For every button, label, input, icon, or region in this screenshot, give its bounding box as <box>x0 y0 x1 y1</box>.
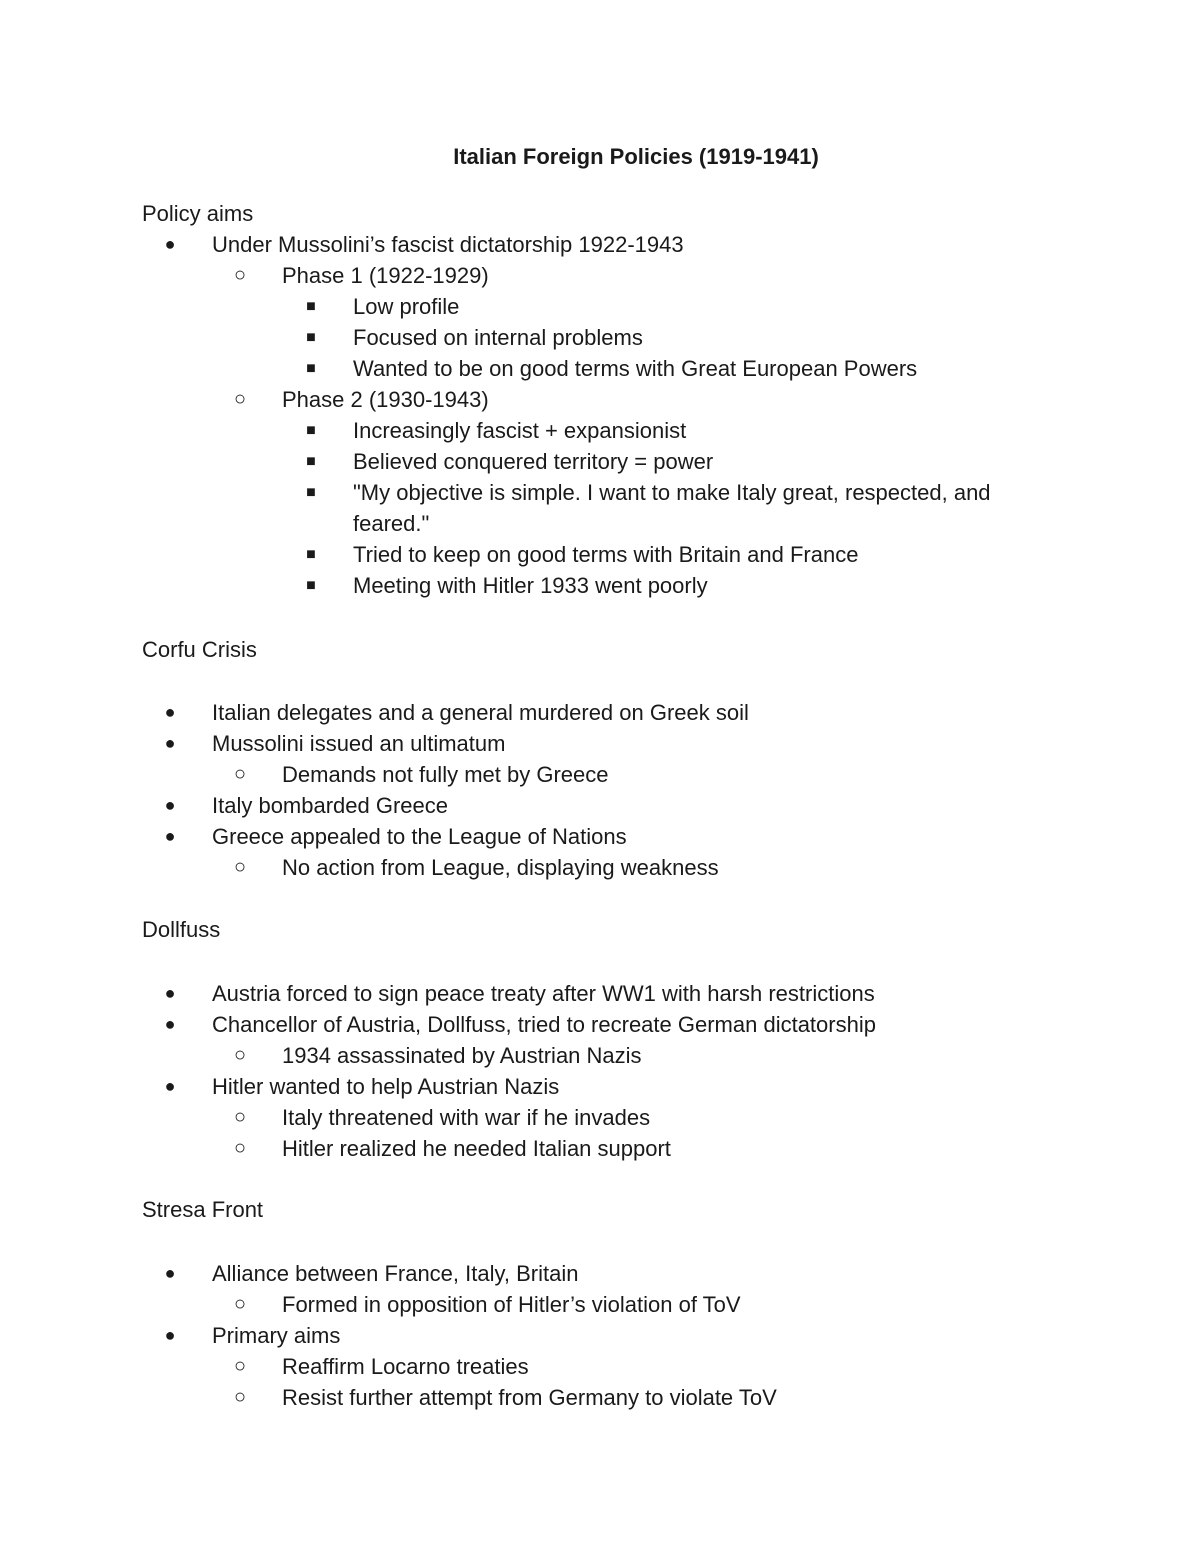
bullet-dot-icon: ● <box>164 1325 176 1345</box>
list-item: ● Under Mussolini’s fascist dictatorship 1922-1943 <box>212 229 684 260</box>
bullet-circle-icon: ○ <box>233 1293 247 1315</box>
list-item: ■ Low profile <box>353 291 459 322</box>
section-heading-stresa-front: Stresa Front <box>142 1197 264 1222</box>
bullet-square-icon: ■ <box>306 298 316 315</box>
list-item: ● Primary aims <box>212 1320 340 1351</box>
list-item: ■ Believed conquered territory = power <box>353 446 713 477</box>
document-title: Italian Foreign Policies (1919-1941) <box>453 144 819 169</box>
bullet-square-icon: ■ <box>306 360 316 377</box>
bullet-dot-icon: ● <box>164 983 176 1003</box>
bullet-dot-icon: ● <box>164 1263 176 1283</box>
list-item: ■ "My objective is simple. I want to make Italy great, respected, and feared." <box>353 477 1053 539</box>
list-item: ○ Reaffirm Locarno treaties <box>282 1351 529 1382</box>
bullet-dot-icon: ● <box>164 795 176 815</box>
section-heading-policy-aims: Policy aims <box>142 201 254 226</box>
list-item: ■ Increasingly fascist + expansionist <box>353 415 686 446</box>
bullet-square-icon: ■ <box>306 329 316 346</box>
list-item: ○ Formed in opposition of Hitler’s violation of ToV <box>282 1289 741 1320</box>
bullet-square-icon: ■ <box>306 453 316 470</box>
bullet-dot-icon: ● <box>164 234 176 254</box>
list-item: ○ Demands not fully met by Greece <box>282 759 608 790</box>
list-item: ● Hitler wanted to help Austrian Nazis <box>212 1071 559 1102</box>
bullet-circle-icon: ○ <box>233 1355 247 1377</box>
bullet-circle-icon: ○ <box>233 1106 247 1128</box>
list-item: ○ Italy threatened with war if he invades <box>282 1102 650 1133</box>
list-item: ● Alliance between France, Italy, Britain <box>212 1258 578 1289</box>
list-item: ○ Phase 1 (1922-1929) <box>282 260 489 291</box>
list-item: ○ Phase 2 (1930-1943) <box>282 384 489 415</box>
bullet-circle-icon: ○ <box>233 763 247 785</box>
bullet-circle-icon: ○ <box>233 1044 247 1066</box>
bullet-dot-icon: ● <box>164 702 176 722</box>
bullet-square-icon: ■ <box>306 577 316 594</box>
list-item: ● Greece appealed to the League of Nations <box>212 821 627 852</box>
bullet-dot-icon: ● <box>164 826 176 846</box>
list-item: ○ Resist further attempt from Germany to violate ToV <box>282 1382 777 1413</box>
list-item: ● Italian delegates and a general murdered on Greek soil <box>212 697 749 728</box>
section-heading-corfu-crisis: Corfu Crisis <box>142 637 257 662</box>
bullet-circle-icon: ○ <box>233 856 247 878</box>
section-heading-dollfuss: Dollfuss <box>142 917 221 942</box>
list-item: ● Austria forced to sign peace treaty after WW1 with harsh restrictions <box>212 978 875 1009</box>
list-item: ○ Hitler realized he needed Italian support <box>282 1133 671 1164</box>
bullet-dot-icon: ● <box>164 1014 176 1034</box>
bullet-circle-icon: ○ <box>233 1386 247 1408</box>
bullet-dot-icon: ● <box>164 733 176 753</box>
bullet-dot-icon: ● <box>164 1076 176 1096</box>
bullet-circle-icon: ○ <box>233 388 247 410</box>
bullet-square-icon: ■ <box>306 484 316 501</box>
list-item: ● Italy bombarded Greece <box>212 790 448 821</box>
list-item: ● Mussolini issued an ultimatum <box>212 728 505 759</box>
list-item: ■ Tried to keep on good terms with Britain and France <box>353 539 858 570</box>
bullet-circle-icon: ○ <box>233 264 247 286</box>
list-item: ○ 1934 assassinated by Austrian Nazis <box>282 1040 642 1071</box>
bullet-square-icon: ■ <box>306 546 316 563</box>
list-item: ● Chancellor of Austria, Dollfuss, tried to recreate German dictatorship <box>212 1009 876 1040</box>
list-item: ○ No action from League, displaying weakness <box>282 852 719 883</box>
bullet-square-icon: ■ <box>306 422 316 439</box>
list-item: ■ Focused on internal problems <box>353 322 643 353</box>
list-item: ■ Meeting with Hitler 1933 went poorly <box>353 570 708 601</box>
list-item: ■ Wanted to be on good terms with Great European Powers <box>353 353 917 384</box>
bullet-circle-icon: ○ <box>233 1137 247 1159</box>
